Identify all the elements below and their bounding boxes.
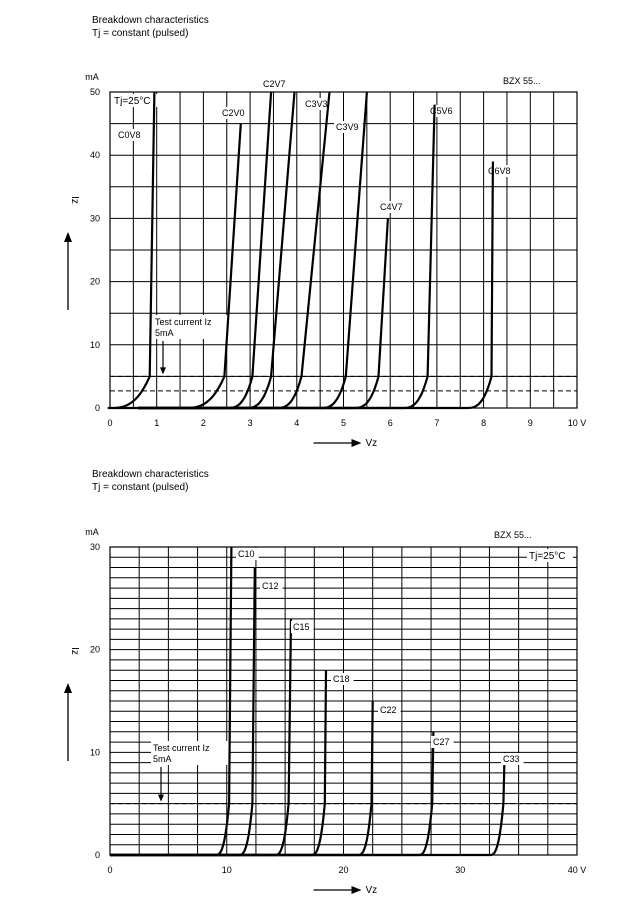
x-tick-label: 5	[340, 418, 347, 428]
y-tick-label: 10	[89, 339, 100, 350]
test-current-label: Test current Iz	[155, 317, 212, 327]
series-label-c6v8: C6V8	[488, 166, 511, 176]
x-tick-label: 7	[434, 418, 440, 428]
x-tick-label: 0	[107, 418, 113, 428]
series-label-c2v7: C2V7	[263, 79, 286, 89]
series-label-c22: C22	[380, 705, 397, 715]
y-tick-label: 0	[94, 403, 100, 413]
y-tick-label: 40	[89, 150, 100, 161]
test-current-value-label: 5mA	[153, 754, 172, 764]
x-tick-label: 20	[338, 865, 349, 875]
test-current-value-label: 5mA	[155, 328, 174, 338]
product-label: BZX 55...	[503, 76, 541, 86]
chart2-title: Breakdown characteristics	[92, 469, 209, 480]
y-axis-arrow-head	[64, 683, 72, 693]
x-tick-label: 0	[107, 865, 113, 875]
y-tick-label: 20	[89, 276, 100, 287]
series-label-c18: C18	[333, 674, 350, 684]
y-unit-label: mA	[85, 72, 99, 82]
y-axis-label: Iz	[69, 196, 80, 204]
series-curve-c8v2	[138, 162, 493, 409]
x-tick-label: 2	[200, 418, 206, 428]
condition-label: Tj=25°C	[529, 551, 566, 562]
series-label-c27: C27	[433, 737, 450, 747]
chart1-title: Breakdown characteristics	[92, 15, 209, 26]
series-label-c10: C10	[238, 549, 255, 559]
y-tick-label: 0	[94, 850, 100, 860]
series-label-c33: C33	[503, 754, 520, 764]
chart2-subtitle: Tj = constant (pulsed)	[92, 482, 189, 493]
test-current-arrow-head	[160, 367, 166, 374]
product-label: BZX 55...	[494, 530, 532, 540]
y-tick-label: 30	[89, 213, 100, 224]
x-tick-label: 4	[294, 418, 300, 428]
y-tick-label: 10	[89, 747, 100, 758]
series-label-c0v8: C0V8	[118, 130, 141, 140]
x-axis-arrow-head	[352, 439, 362, 447]
y-tick-label: 30	[89, 542, 100, 552]
series-label-c4v7: C4V7	[380, 202, 403, 212]
series-label-c3v3: C3V3	[305, 99, 328, 109]
test-current-arrow-head	[158, 795, 164, 802]
chart1-subtitle: Tj = constant (pulsed)	[92, 28, 189, 39]
x-tick-label: 10 V	[567, 418, 587, 428]
x-tick-label: 10	[221, 865, 232, 875]
y-axis-label: Iz	[69, 647, 80, 655]
x-axis-arrow-head	[352, 886, 362, 894]
y-unit-label: mA	[85, 527, 99, 537]
x-tick-label: 40 V	[567, 865, 587, 875]
x-tick-label: 9	[527, 418, 533, 428]
series-curve-c15	[110, 619, 291, 855]
series-label-c5v6: C5V6	[430, 106, 453, 116]
y-tick-label: 50	[89, 87, 100, 97]
series-curve-c22	[110, 701, 373, 855]
test-current-label: Test current Iz	[153, 743, 210, 753]
series-label-c12: C12	[262, 581, 279, 591]
x-tick-label: 6	[387, 418, 393, 428]
series-label-c2v0: C2V0	[222, 108, 245, 118]
x-tick-label: 8	[481, 418, 487, 428]
y-axis-arrow-head	[64, 232, 72, 242]
y-tick-label: 20	[89, 644, 100, 655]
x-axis-label: Vz	[365, 885, 378, 896]
x-tick-label: 30	[455, 865, 466, 875]
chart-1	[64, 72, 586, 449]
x-tick-label: 1	[154, 418, 160, 428]
series-label-c3v9: C3V9	[336, 122, 359, 132]
x-tick-label: 3	[247, 418, 253, 428]
chart-2	[64, 527, 586, 896]
series-label-c15: C15	[293, 622, 310, 632]
condition-label: Tj=25°C	[114, 96, 151, 107]
x-axis-label: Vz	[365, 438, 378, 449]
